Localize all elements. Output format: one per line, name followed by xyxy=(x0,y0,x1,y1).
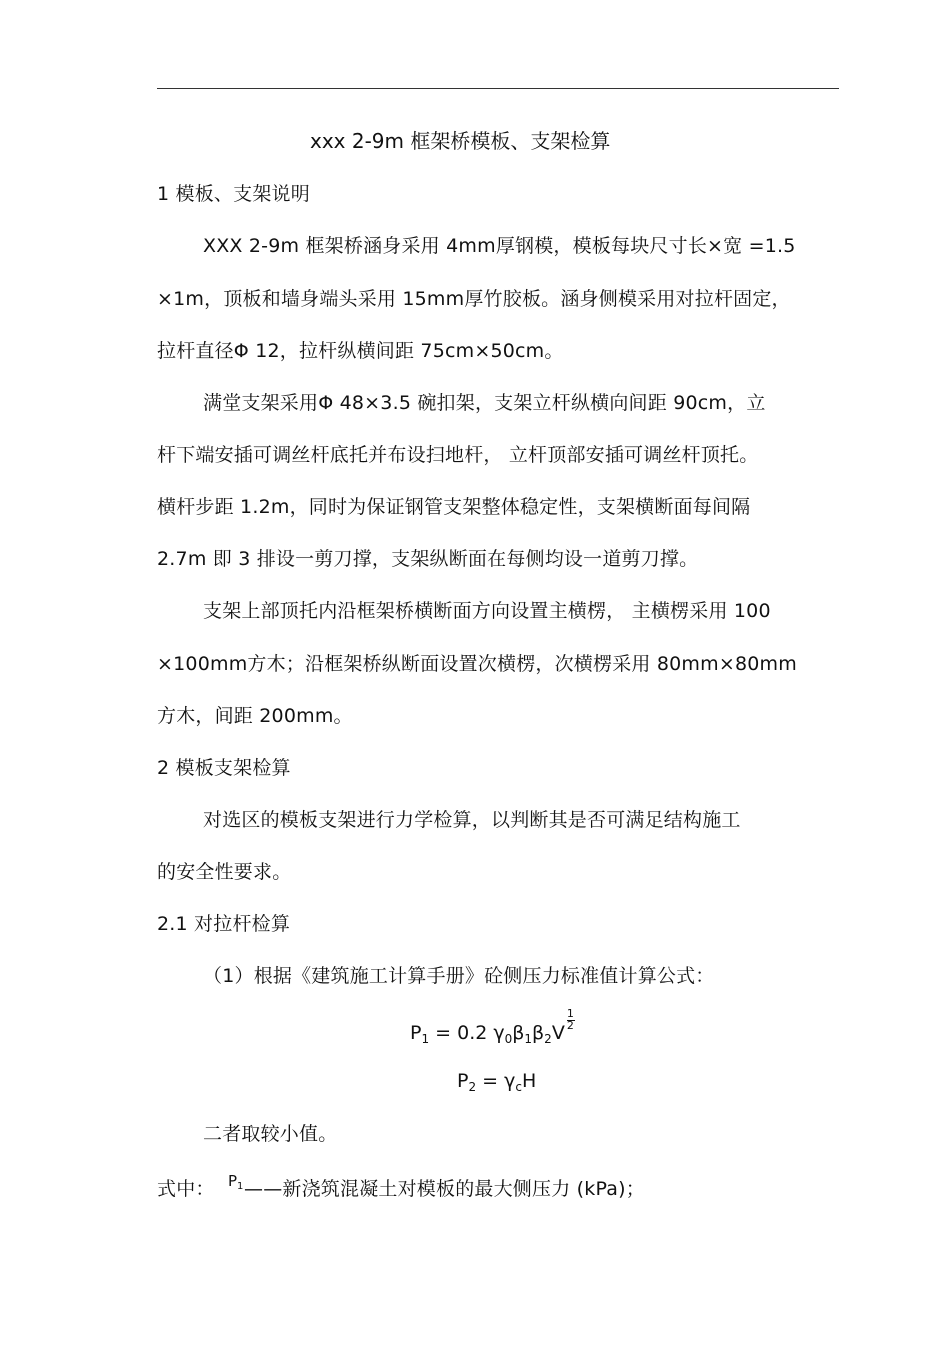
para-4-line-2: 的安全性要求。 xyxy=(157,861,292,883)
para-3-line-1: 支架上部顶托内沿框架桥横断面方向设置主横楞， 主横楞采用 100 xyxy=(203,600,771,622)
formula-p1-v: V xyxy=(551,1022,565,1044)
where-symbol-p: P xyxy=(228,1172,238,1190)
formula-p1 xyxy=(410,1007,579,1046)
para-1-line-1: XXX 2-9m 框架桥涵身采用 4mm厚钢模，模板每块尺寸长×宽 =1.5 xyxy=(203,235,796,257)
para-2-line-4: 2.7m 即 3 排设一剪刀撑，支架纵断面在每侧均设一道剪刀撑。 xyxy=(157,548,699,570)
formula-p2-h: H xyxy=(521,1070,537,1092)
where-label: 式中： xyxy=(157,1178,215,1200)
formula-p1-gamma-sub: 0 xyxy=(504,1032,513,1046)
where-symbol-sub: 1 xyxy=(237,1181,244,1192)
formula-p2-rhs: = γ xyxy=(476,1070,516,1092)
para-3-line-3: 方木，间距 200mm。 xyxy=(157,705,353,727)
para-2-line-2: 杆下端安插可调丝杆底托并布设扫地杆， 立杆顶部安插可调丝杆顶托。 xyxy=(157,444,759,466)
header-rule xyxy=(157,88,839,89)
para-4-line-1: 对选区的模板支架进行力学检算，以判断其是否可满足结构施工 xyxy=(203,809,741,831)
para-3-line-2: ×100mm方木；沿框架桥纵断面设置次横楞，次横楞采用 80mm×80mm xyxy=(157,653,797,675)
para-2-line-1: 满堂支架采用Φ 48×3.5 碗扣架，支架立杆纵横向间距 90cm，立 xyxy=(203,392,766,414)
exponent-denominator: 2 xyxy=(566,1019,574,1032)
formula-p1-lhs: P xyxy=(410,1022,422,1044)
para-1-line-2: ×1m，顶板和墙身端头采用 15mm厚竹胶板。涵身侧模采用对拉杆固定， xyxy=(157,288,791,310)
formula-p1-beta2: β xyxy=(532,1022,545,1044)
para-1-line-3: 拉杆直径Φ 12，拉杆纵横间距 75cm×50cm。 xyxy=(157,340,564,362)
exponent-numerator: 1 xyxy=(566,1007,574,1020)
formula-p1-rhs: = 0.2 γ xyxy=(429,1022,505,1044)
section-1-heading: 1 模板、支架说明 xyxy=(157,183,310,205)
formula-p2-gamma-sub: c xyxy=(515,1080,522,1094)
formula-p2-lhs: P xyxy=(457,1070,469,1092)
document-title: xxx 2-9m 框架桥模板、支架检算 xyxy=(310,129,611,153)
formula-p2 xyxy=(457,1070,536,1094)
section-2-1-heading: 2.1 对拉杆检算 xyxy=(157,913,291,935)
formula-p1-lhs-sub: 1 xyxy=(421,1032,430,1046)
formula-p1-beta1-sub: 1 xyxy=(524,1032,533,1046)
formula-p1-exponent xyxy=(565,1007,579,1042)
para-2-line-3: 横杆步距 1.2m，同时为保证钢管支架整体稳定性，支架横断面每间隔 xyxy=(157,496,751,518)
formula-p1-beta2-sub: 2 xyxy=(544,1032,552,1046)
para-5: （1）根据《建筑施工计算手册》砼侧压力标准值计算公式： xyxy=(203,965,715,987)
para-6: 二者取较小值。 xyxy=(203,1123,338,1145)
where-symbol xyxy=(228,1172,243,1192)
where-description: ——新浇筑混凝土对模板的最大侧压力 (kPa)； xyxy=(244,1178,645,1200)
section-2-heading: 2 模板支架检算 xyxy=(157,757,291,779)
formula-p2-lhs-sub: 2 xyxy=(468,1080,477,1094)
formula-p1-beta1: β xyxy=(512,1022,525,1044)
